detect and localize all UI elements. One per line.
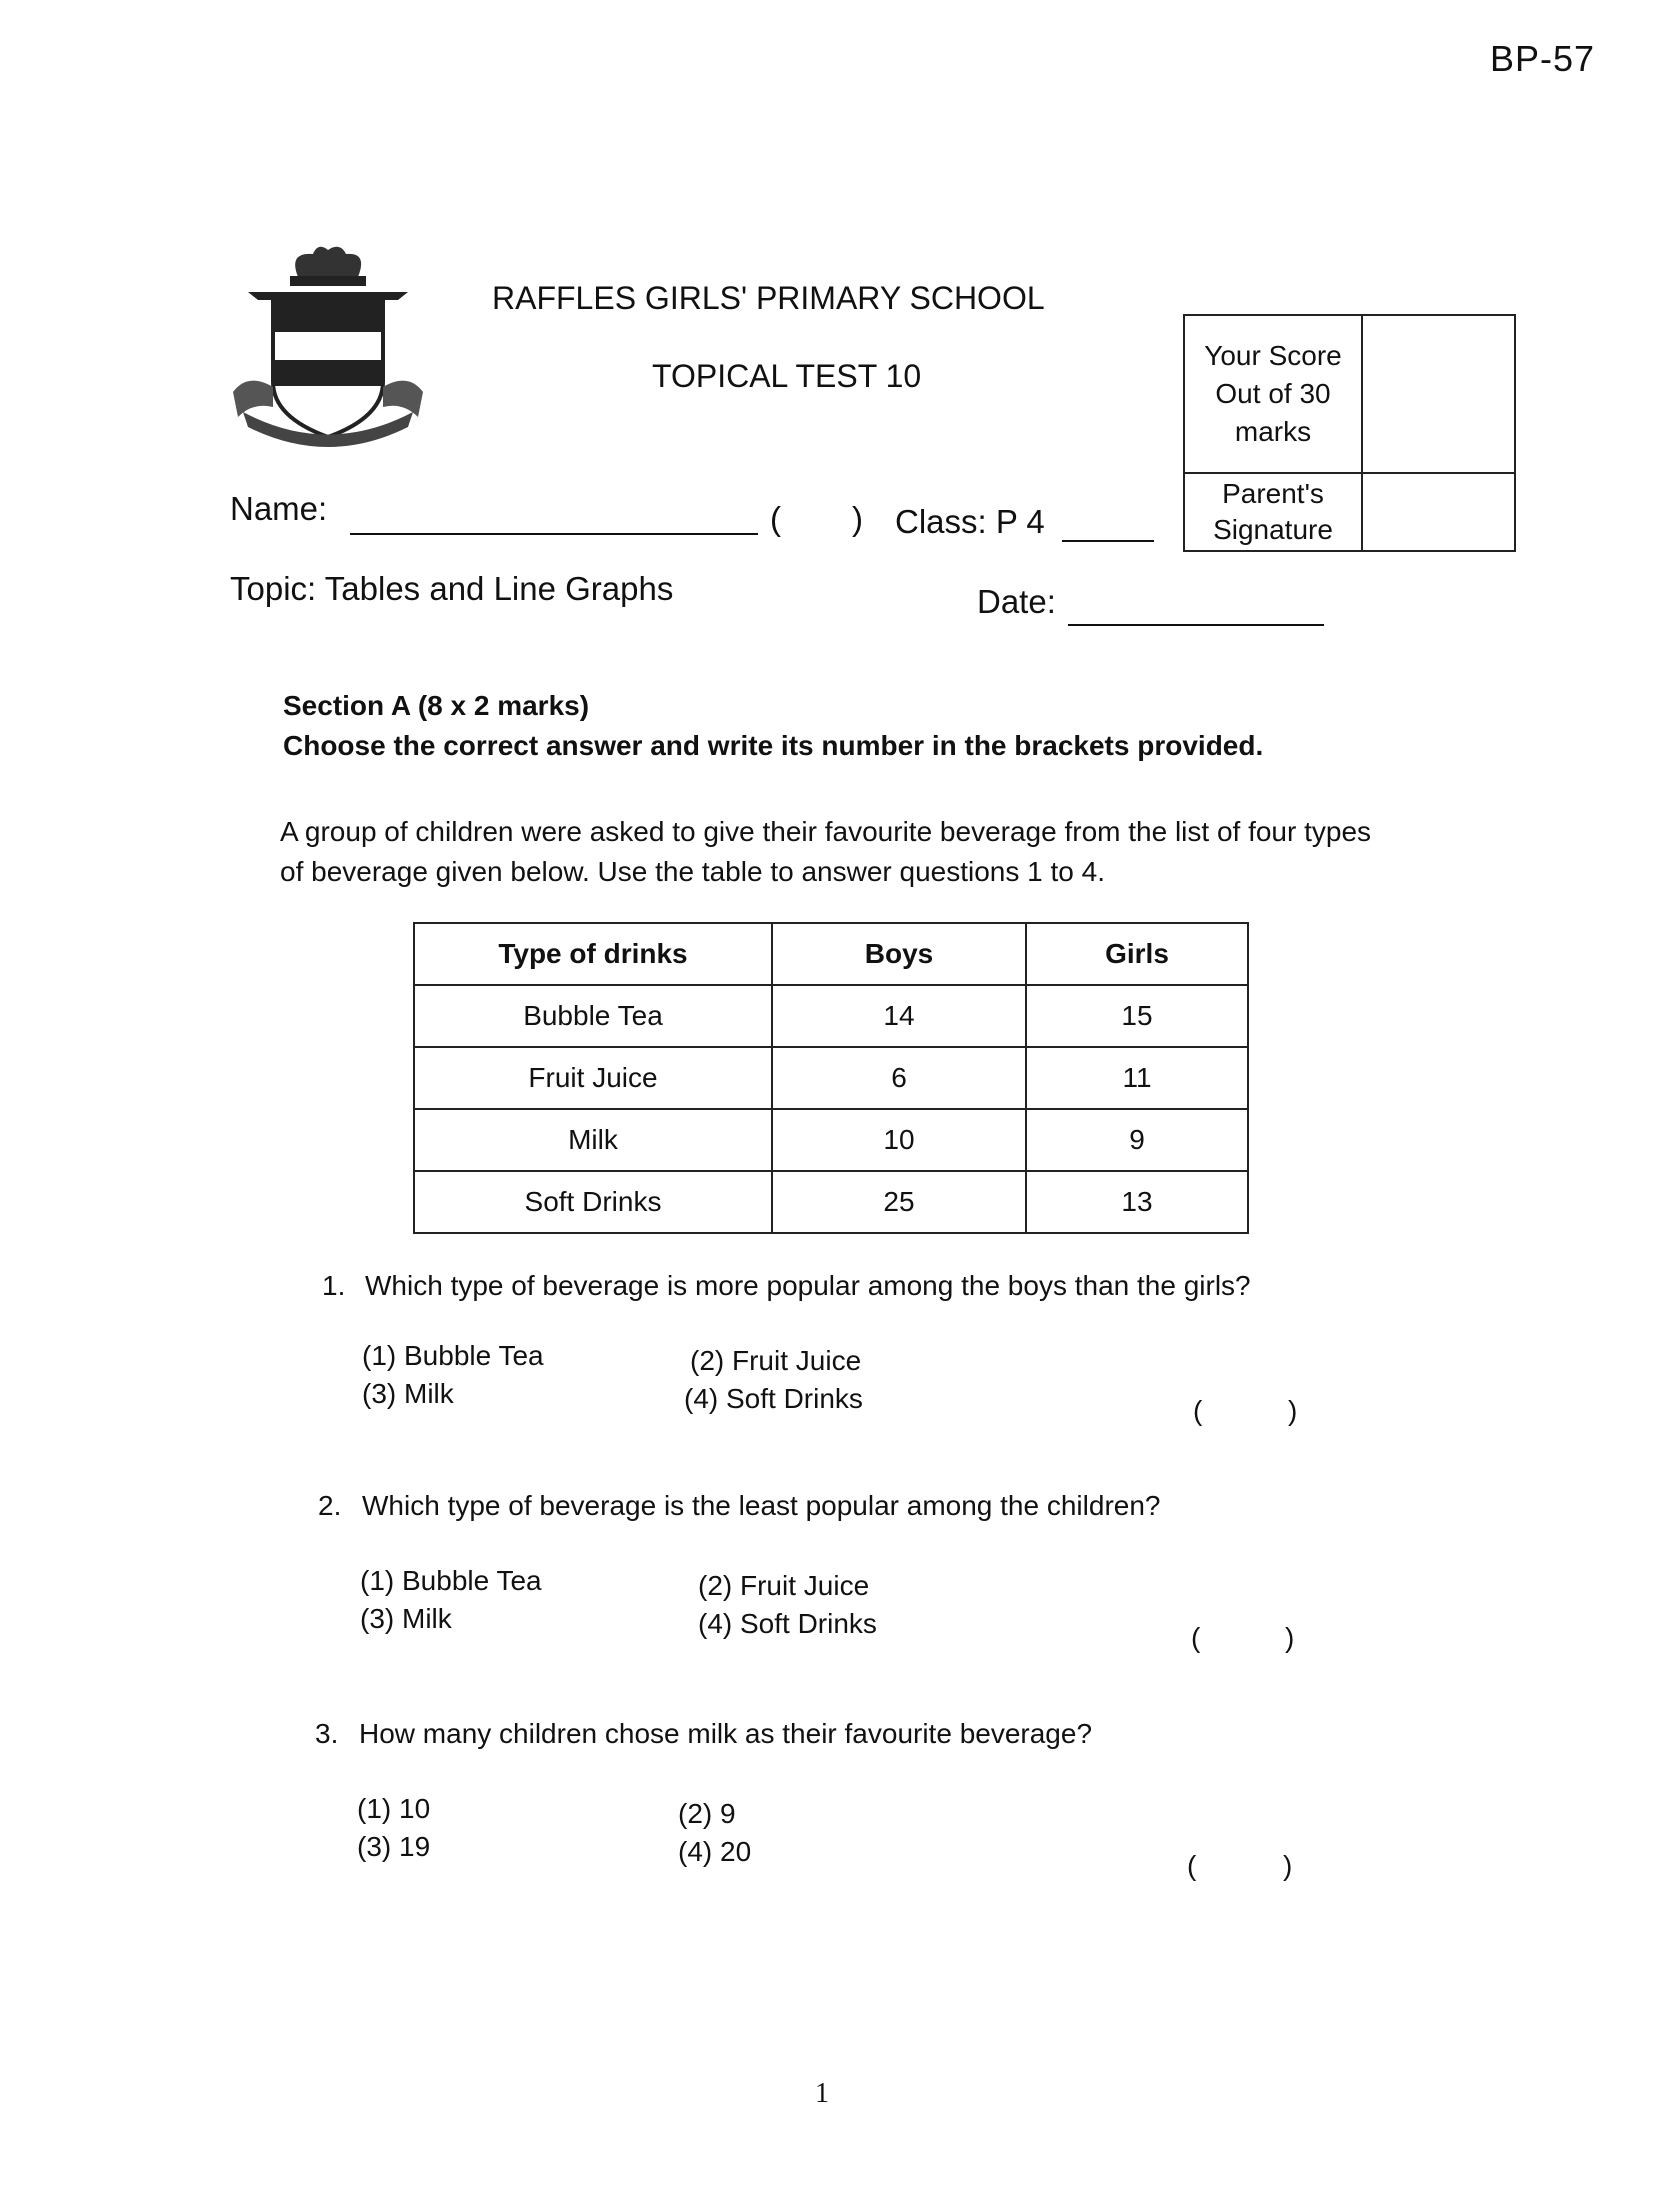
answer-option: (4) 20 <box>678 1836 752 1867</box>
table-row <box>414 985 1248 1047</box>
table-cell: 14 <box>772 985 1026 1047</box>
school-crest-logo <box>228 242 428 452</box>
answer-field[interactable] <box>1210 1619 1284 1655</box>
table-cell: Fruit Juice <box>414 1047 772 1109</box>
table-cell: Bubble Tea <box>414 985 772 1047</box>
table-header-row <box>414 923 1248 985</box>
index-paren-close: ) <box>852 500 863 537</box>
table-row <box>414 1047 1248 1109</box>
answer-field[interactable] <box>1212 1392 1286 1428</box>
index-paren-open: ( <box>770 500 781 537</box>
table-cell: 10 <box>772 1109 1026 1171</box>
date-field[interactable] <box>1068 624 1324 626</box>
answer-bracket-close: ) <box>1288 1395 1298 1426</box>
answer-bracket-open: ( <box>1193 1395 1203 1426</box>
score-box <box>1183 314 1516 552</box>
section-intro: A group of children were asked to give their favourite beverage from the list of four types of beverage given below. Use the table to answer questions 1 to 4. <box>280 816 1372 887</box>
table-cell: 9 <box>1026 1109 1248 1171</box>
question-text: Which type of beverage is more popular among the boys than the girls? <box>365 1270 1251 1301</box>
parent-signature-label: Parent's Signature <box>1184 473 1362 551</box>
school-name: RAFFLES GIRLS' PRIMARY SCHOOL <box>492 280 1045 316</box>
document-code: BP-57 <box>1490 38 1596 79</box>
answer-option: (1) 10 <box>357 1793 431 1824</box>
table-cell: Soft Drinks <box>414 1171 772 1233</box>
answer-option: (1) Bubble Tea <box>360 1565 542 1596</box>
name-label: Name: <box>230 490 328 527</box>
beverage-table <box>413 922 1249 1234</box>
question-number: 3. <box>315 1718 339 1749</box>
name-field[interactable] <box>350 533 758 535</box>
table-row <box>414 1109 1248 1171</box>
answer-bracket-close: ) <box>1285 1622 1295 1653</box>
table-row <box>414 1171 1248 1233</box>
answer-option: (1) Bubble Tea <box>362 1340 544 1371</box>
answer-option: (3) 19 <box>357 1831 431 1862</box>
parent-signature-field[interactable] <box>1362 473 1515 551</box>
answer-option: (4) Soft Drinks <box>684 1383 863 1414</box>
answer-option: (2) Fruit Juice <box>698 1570 870 1601</box>
test-title: TOPICAL TEST 10 <box>652 358 922 394</box>
table-cell: 15 <box>1026 985 1248 1047</box>
class-label: Class: P 4 <box>895 503 1045 540</box>
answer-option: (3) Milk <box>360 1603 452 1634</box>
table-cell: 13 <box>1026 1171 1248 1233</box>
table-cell: 11 <box>1026 1047 1248 1109</box>
table-cell: 25 <box>772 1171 1026 1233</box>
section-title: Section A (8 x 2 marks) <box>283 690 590 721</box>
table-header-cell: Type of drinks <box>414 923 772 985</box>
date-label: Date: <box>977 583 1056 620</box>
question-text: Which type of beverage is the least popular among the children? <box>362 1490 1161 1521</box>
table-cell: Milk <box>414 1109 772 1171</box>
page-number: 1 <box>815 2078 829 2109</box>
table-cell: 6 <box>772 1047 1026 1109</box>
table-header-cell: Girls <box>1026 923 1248 985</box>
answer-option: (3) Milk <box>362 1378 454 1409</box>
topic-label: Topic: Tables and Line Graphs <box>230 570 674 607</box>
answer-option: (2) Fruit Juice <box>690 1345 862 1376</box>
class-field[interactable] <box>1062 540 1154 542</box>
question-number: 1. <box>322 1270 346 1301</box>
answer-option: (4) Soft Drinks <box>698 1608 877 1639</box>
answer-option: (2) 9 <box>678 1798 736 1829</box>
answer-field[interactable] <box>1206 1847 1280 1883</box>
question-number: 2. <box>318 1490 342 1521</box>
answer-bracket-open: ( <box>1191 1622 1201 1653</box>
table-header-cell: Boys <box>772 923 1026 985</box>
score-label: Your Score Out of 30 marks <box>1184 315 1362 473</box>
question-text: How many children chose milk as their favourite beverage? <box>359 1718 1093 1749</box>
answer-bracket-close: ) <box>1283 1850 1293 1881</box>
section-instruction: Choose the correct answer and write its number in the brackets provided. <box>283 730 1264 761</box>
score-field[interactable] <box>1362 315 1515 473</box>
answer-bracket-open: ( <box>1187 1850 1197 1881</box>
